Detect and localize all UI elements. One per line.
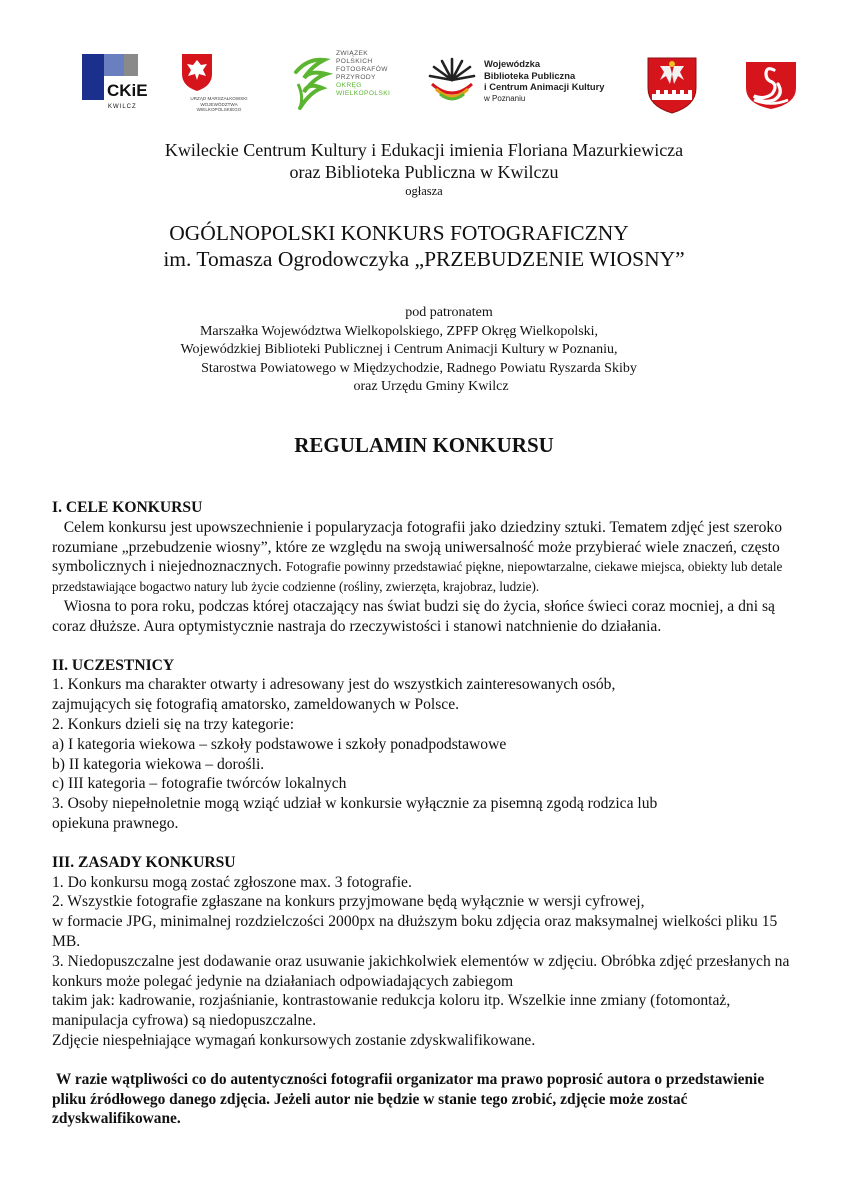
organizer-line2: oraz Biblioteka Publiczna w Kwilczu <box>289 162 559 182</box>
section-2-item-a: a) I kategoria wiekowa – szkoły podstawowe i szkoły ponadpodstawowe <box>52 735 507 753</box>
logo-bar <box>0 48 848 128</box>
ckie-logo-letters: CKiE <box>107 81 148 100</box>
wbp-line1: Wojewódzka <box>484 58 541 69</box>
patronage-line4: oraz Urzędu Gminy Kwilcz <box>353 379 509 394</box>
ckie-logo-sub: KWILCZ <box>108 104 137 110</box>
powiat-crest <box>646 56 698 114</box>
patronage-block <box>0 304 848 397</box>
organizer-block <box>0 139 848 183</box>
ckie-logo <box>80 50 148 112</box>
section-2-item-1b: zajmujących się fotografią amatorsko, zameldowanych w Polsce. <box>52 696 460 714</box>
zpfp-okreg: OKRĘG <box>336 82 362 89</box>
authenticity-notice-text: W razie wątpliwości co do autentyczności fotografii organizator ma prawo poprosić autora o przedstawienie pliku źródłowego danego zdjęcia. Jeżeli autor nie będzie w stanie tego zrobić, zdjęcie może zostać zdyskwalifikowane. <box>52 1070 765 1128</box>
patronage-line2: Wojewódzkiej Biblioteki Publicznej i Centrum Animacji Kultury w Poznaniu, <box>180 342 618 357</box>
plant-icon <box>290 52 334 114</box>
ckie-logo-mark <box>80 50 148 112</box>
section-2-heading: II. UCZESTNICY <box>52 656 175 674</box>
wbp-sub: w Poznaniu <box>484 93 526 103</box>
zpfp-line2: POLSKICH <box>336 58 373 65</box>
section-3-item-2b: w formacie JPG, minimalnej rozdzielczości 2000px na dłuższym boku zdjęcia oraz maksymalnej wielkości pliku 15 MB. <box>52 913 778 950</box>
section-3-item-4: Zdjęcie niespełniające wymagań konkursowych zostanie zdyskwalifikowane. <box>52 1031 536 1049</box>
section-2-item-c: c) III kategoria – fotografie twórców lokalnych <box>52 775 347 793</box>
contest-title-line2: im. Tomasza Ogrodowczyka „PRZEBUDZENIE WIOSNY” <box>163 247 685 271</box>
contest-title <box>0 220 848 272</box>
announces-text: ogłasza <box>405 184 443 198</box>
gmina-crest <box>744 60 798 110</box>
section-2-item-2: 2. Konkurs dzieli się na trzy kategorie: <box>52 715 295 733</box>
section-1-paragraph-2 <box>52 597 800 637</box>
zpfp-line1: ZWIĄZEK <box>336 50 369 57</box>
zpfp-wielkopolski: WIELKOPOLSKI <box>336 90 391 97</box>
section-1-p1-small-text: Fotografie powinny przedstawiać piękne, niepowtarzalne, ciekawe miejsca, obiekty lub detale przedstawiające bogactwo natury lub życie codzienne (rośliny, zwierzęta, krajobraz, ludzie). <box>52 559 783 595</box>
eagle-shield-icon <box>180 52 214 92</box>
section-3-item-1: 1. Do konkursu mogą zostać zgłoszone max. 3 fotografie. <box>52 873 412 891</box>
organizer-line1: Kwileckie Centrum Kultury i Edukacji imienia Floriana Mazurkiewicza <box>164 140 684 160</box>
urzad-logo-line2: WOJEWÓDZTWA WIELKOPOLSKIEGO <box>196 101 242 112</box>
zpfp-line3: FOTOGRAFÓW <box>336 66 388 73</box>
authenticity-notice <box>52 1070 800 1129</box>
wbp-line3: i Centrum Animacji Kultury <box>484 81 605 92</box>
zpfp-line4: PRZYRODY <box>336 74 376 81</box>
section-2-item-3a: 3. Osoby niepełnoletnie mogą wziąć udział w konkursie wyłącznie za pisemną zgodą rodzica lub <box>52 795 658 813</box>
sunburst-icon <box>428 56 476 102</box>
section-2-item-b: b) II kategoria wiekowa – dorośli. <box>52 755 265 773</box>
section-3-item-3a: 3. Niedopuszczalne jest dodawanie oraz usuwanie jakichkolwiek elementów w zdjęciu. Obróbka zdjęć przesłanych na konkurs może polegać jedynie na działaniach odpowiadających zabiegom <box>52 952 790 990</box>
patronage-line3: Starostwa Powiatowego w Międzychodzie, Radnego Powiatu Ryszarda Skiby <box>201 360 637 376</box>
regulations-body <box>52 498 800 1129</box>
gmina-crest-icon <box>744 60 798 110</box>
section-1-p1-text: Celem konkursu jest upowszechnienie i popularyzacja fotografii jako dziedziny sztuki. Tematem zdjęć jest szeroko rozumiane „przebudzenie wiosny”, które ze względu na swoją uniwersalność może przybierać wiele znaczeń, często symbolicznych i niejednoznacznych. <box>52 518 782 576</box>
section-3-item-3b: takim jak: kadrowanie, rozjaśnianie, kontrastowanie redukcja koloru itp. Wszelkie inne zmiany (fotomontaż, manipulacja cyfrowa) są niedopuszczalne. <box>52 992 731 1030</box>
wbp-line2: Biblioteka Publiczna <box>484 69 576 81</box>
urzad-logo-line1: URZĄD MARSZAŁKOWSKI <box>190 96 248 101</box>
contest-title-line1: OGÓLNOPOLSKI KONKURS FOTOGRAFICZNY <box>169 221 629 245</box>
section-2-item-1a: 1. Konkurs ma charakter otwarty i adresowany jest do wszystkich zainteresowanych osób, <box>52 676 616 694</box>
section-1-heading: I. CELE KONKURSU <box>52 499 203 516</box>
section-1-paragraph-1 <box>52 518 800 597</box>
section-3-heading: III. ZASADY KONKURSU <box>52 853 236 871</box>
urzad-logo <box>180 52 258 113</box>
regulations-heading: REGULAMIN KONKURSU <box>294 433 554 457</box>
patronage-intro: pod patronatem <box>405 305 493 320</box>
section-1-p2-text: Wiosna to pora roku, podczas której otaczający nas świat budzi się do życia, słońce świeci coraz mocniej, a dni są coraz dłuższe. Aura optymistycznie nastraja do rzeczywistości i stanowi natchnienie do działania. <box>52 597 775 635</box>
patronage-line1: Marszałka Województwa Wielkopolskiego, ZPFP Okręg Wielkopolski, <box>199 323 599 339</box>
section-3-item-2a: 2. Wszystkie fotografie zgłaszane na konkurs przyjmowane będą wyłącznie w wersji cyfrowej, <box>52 893 645 911</box>
section-2-item-3b: opiekuna prawnego. <box>52 814 179 832</box>
powiat-crest-icon <box>646 56 698 114</box>
